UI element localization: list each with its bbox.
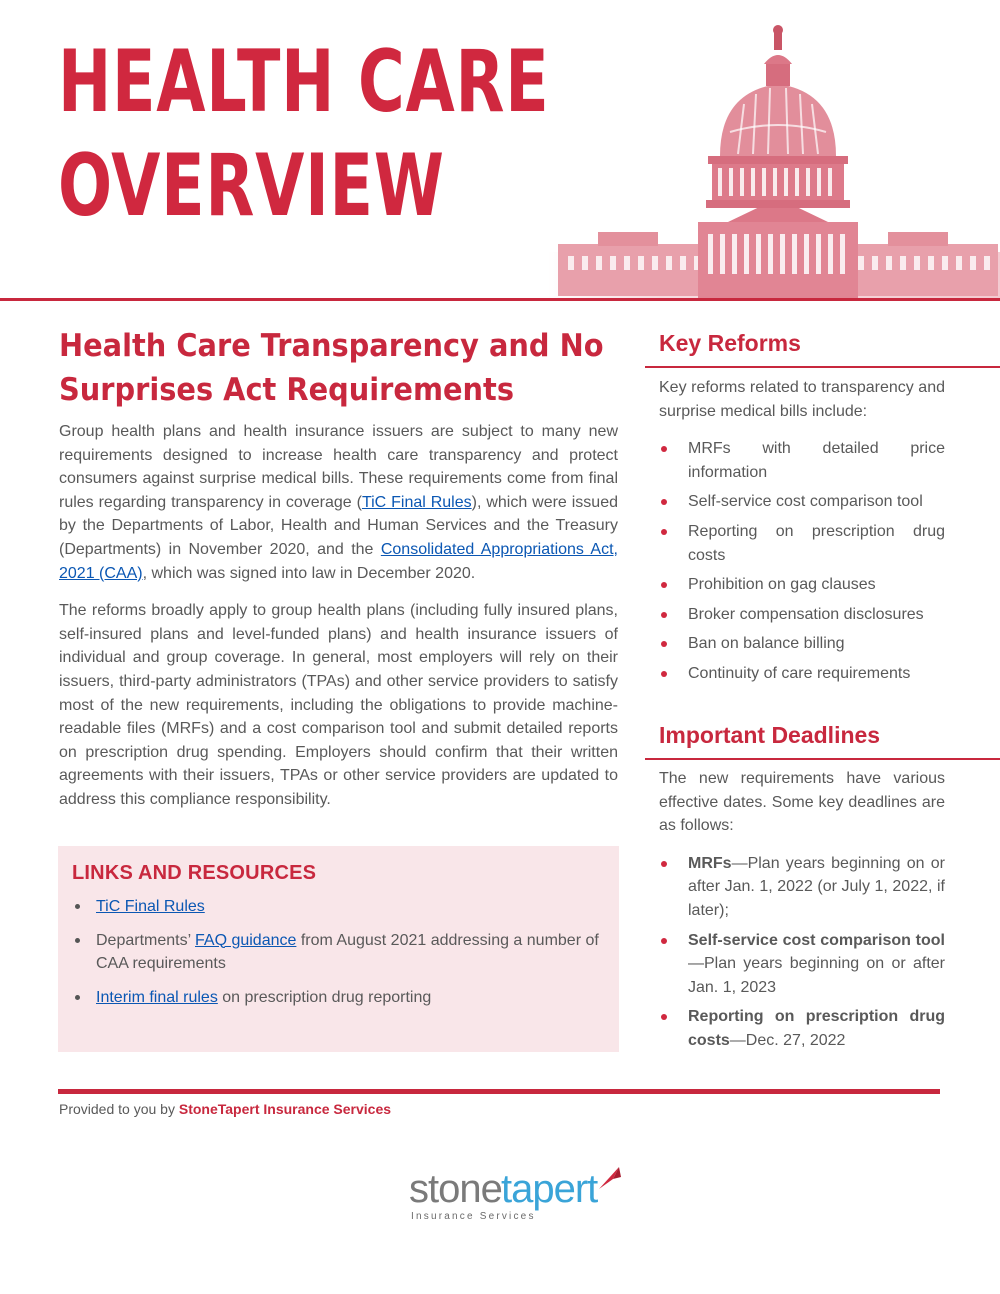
paragraph-text: Group health plans and health insurance issuers are subject to many new requirements designed to increase health care transparency and protect consumers against surprise medical bills. These requirements come from final rules regarding transparency in coverage ( <box>59 423 618 511</box>
key-reforms-title: Key Reforms <box>659 330 801 356</box>
deadline-text: —Dec. 27, 2022 <box>729 1031 846 1049</box>
deadline-label: Self-service cost comparison tool <box>688 931 945 949</box>
article-paragraph-1 <box>59 420 618 585</box>
list-item <box>72 986 605 1010</box>
article-paragraph-2: The reforms broadly apply to group health plans (including fully insured plans, self-insured plans and level-funded plans) and health insurance issuers of individual and group coverage. In general, most employers will rely on their issuers, third-party administrators (TPAs) and other service providers to satisfy most of the new requirements, including the obligations to provide machine-readable files (MRFs) and a cost comparison tool and submit detailed reports on prescription drug spending. Employers should confirm that their written agreements with their issuers, TPAs or other service providers are updated to address this compliance responsibility. <box>59 602 618 808</box>
paragraph-text: , which was signed into law in December 2020. <box>142 564 476 582</box>
tic-final-rules-link[interactable]: TiC Final Rules <box>361 493 472 511</box>
title-line-1: HEALTH CARE <box>58 32 550 132</box>
page-title <box>58 30 549 238</box>
deadlines-intro: The new requirements have various effective dates. Some key deadlines are as follows: <box>659 770 945 835</box>
capitol-building-icon <box>548 22 1000 298</box>
key-reforms-body <box>659 376 945 692</box>
logo-word-stone: stone <box>409 1167 502 1211</box>
caa-link[interactable]: Consolidated Appropriations Act, 2021 (CAA) <box>59 540 618 582</box>
key-reforms-divider <box>645 366 1000 368</box>
deadline-text: —Plan years beginning on or after Jan. 1, 2023 <box>688 955 945 996</box>
deadlines-title: Important Deadlines <box>659 722 881 748</box>
main-article <box>59 324 618 812</box>
list-item: Broker compensation disclosures <box>659 603 945 627</box>
logo-subtitle: Insurance Services <box>411 1211 536 1222</box>
resources-title: LINKS AND RESOURCES <box>72 862 317 884</box>
logo-arrow-icon <box>597 1165 623 1191</box>
header-banner <box>0 0 1000 300</box>
deadlines-list <box>659 852 945 1053</box>
key-reforms-intro: Key reforms related to transparency and surprise medical bills include: <box>659 379 945 420</box>
faq-guidance-link[interactable]: FAQ guidance <box>195 931 297 949</box>
resource-tic-final-rules-link[interactable]: TiC Final Rules <box>96 898 205 915</box>
deadline-text: —Plan years beginning on or after Jan. 1, 2022 (or July 1, 2022, if later); <box>688 854 945 919</box>
resource-text: from August 2021 addressing a number of CAA requirements <box>96 931 599 973</box>
resource-text: on prescription drug reporting <box>217 988 432 1006</box>
list-item: Self-service cost comparison tool <box>659 490 945 514</box>
logo-word-tapert: tapert <box>501 1167 598 1211</box>
list-item: MRFs with detailed price information <box>659 437 945 484</box>
links-and-resources-box <box>58 846 619 1052</box>
article-title: Health Care Transparency and No Surprises Act Requirements <box>59 328 604 408</box>
footer-divider <box>58 1089 940 1094</box>
key-reforms-list <box>659 437 945 685</box>
list-item: Reporting on prescription drug costs <box>659 520 945 567</box>
header-divider <box>0 298 1000 301</box>
list-item: Prohibition on gag clauses <box>659 573 945 597</box>
resources-list <box>72 895 605 1009</box>
deadlines-section <box>659 722 945 749</box>
list-item <box>659 929 945 1000</box>
deadlines-body <box>659 767 945 1059</box>
list-item <box>72 895 605 919</box>
footer-company: StoneTapert Insurance Services <box>178 1101 392 1117</box>
interim-final-rules-link[interactable]: Interim final rules <box>96 988 218 1006</box>
list-item <box>72 929 605 976</box>
list-item: Continuity of care requirements <box>659 662 945 686</box>
footer-credit <box>59 1101 391 1117</box>
deadlines-divider <box>645 758 1000 760</box>
deadline-label: Reporting on prescription drug costs <box>688 1008 945 1049</box>
paragraph-text: ), which were issued by the Departments of Labor, Health and Human Services and the Treasury (Departments) in November 2020, and the <box>59 493 618 558</box>
title-line-2: OVERVIEW <box>58 136 445 236</box>
list-item <box>659 1005 945 1052</box>
list-item <box>659 852 945 923</box>
list-item: Ban on balance billing <box>659 632 945 656</box>
deadline-label: MRFs <box>688 854 732 872</box>
company-logo <box>409 1165 629 1225</box>
resource-text: Departments’ <box>96 931 195 949</box>
footer-prefix: Provided to you by <box>59 1101 179 1117</box>
key-reforms-section <box>659 330 945 357</box>
